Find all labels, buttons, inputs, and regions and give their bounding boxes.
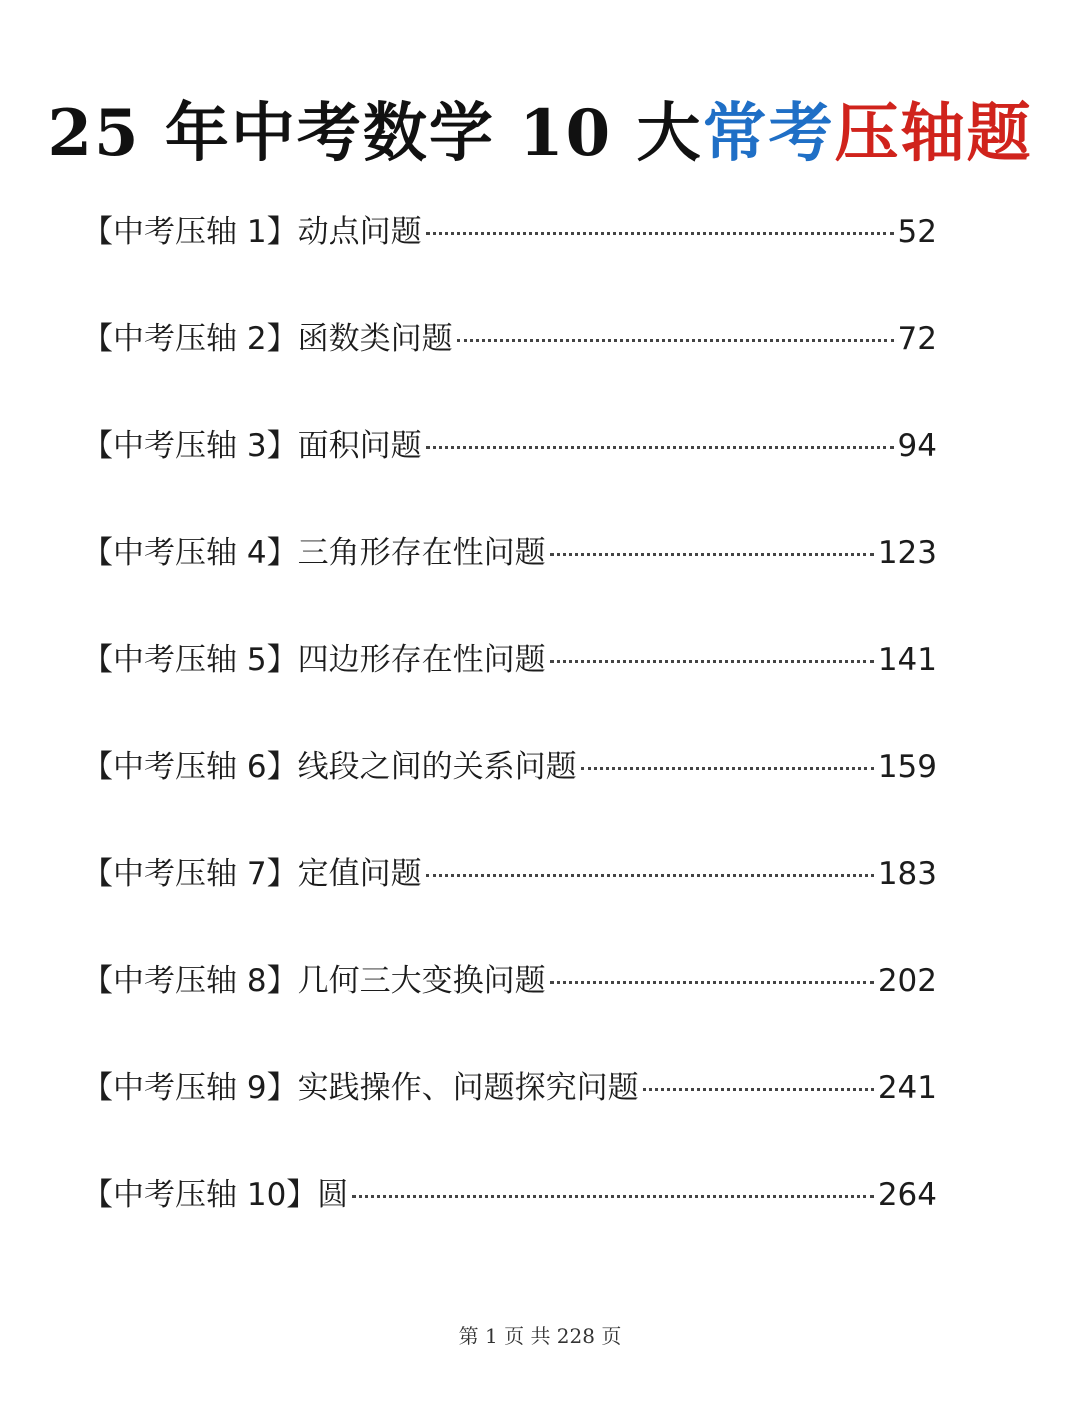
toc-dot-leader	[426, 446, 894, 449]
page-footer: 第 1 页 共 228 页	[458, 1324, 622, 1348]
toc-entry-label: 【中考压轴 10】圆	[82, 1177, 349, 1213]
toc-entry-1[interactable]	[82, 206, 937, 313]
toc-entry-label: 【中考压轴 9】实践操作、问题探究问题	[82, 1070, 639, 1106]
toc-entry-label: 【中考压轴 5】四边形存在性问题	[82, 642, 546, 678]
toc-dot-leader	[426, 874, 874, 877]
toc-entry-label: 【中考压轴 2】函数类问题	[82, 321, 453, 357]
toc-entry-page: 264	[877, 1177, 937, 1213]
toc-entry-page: 94	[897, 428, 937, 464]
toc-dot-leader	[352, 1195, 874, 1198]
toc-entry-6[interactable]	[82, 741, 937, 848]
toc-entry-10[interactable]	[82, 1169, 937, 1276]
toc-dot-leader	[457, 339, 894, 342]
toc-dot-leader	[426, 232, 894, 235]
toc-dot-leader	[550, 553, 874, 556]
toc-entry-page: 123	[877, 535, 937, 571]
toc-entry-label: 【中考压轴 8】几何三大变换问题	[82, 963, 546, 999]
toc-dot-leader	[581, 767, 874, 770]
toc-dot-leader	[643, 1088, 874, 1091]
title-part-black: 25 年中考数学 10 大	[47, 96, 703, 171]
toc-entry-label: 【中考压轴 4】三角形存在性问题	[82, 535, 546, 571]
toc-entry-page: 141	[877, 642, 937, 678]
toc-entry-page: 202	[877, 963, 937, 999]
table-of-contents	[82, 206, 937, 1276]
toc-entry-page: 159	[877, 749, 937, 785]
toc-entry-label: 【中考压轴 6】线段之间的关系问题	[82, 749, 577, 785]
toc-entry-page: 72	[897, 321, 937, 357]
toc-entry-4[interactable]	[82, 527, 937, 634]
document-title	[0, 88, 1080, 180]
toc-entry-9[interactable]	[82, 1062, 937, 1169]
title-part-blue: 常考	[702, 96, 835, 171]
toc-entry-page: 52	[897, 214, 937, 250]
toc-entry-8[interactable]	[82, 955, 937, 1062]
toc-dot-leader	[550, 981, 874, 984]
toc-dot-leader	[550, 660, 874, 663]
toc-entry-page: 183	[877, 856, 937, 892]
title-part-red: 压轴题	[834, 96, 1033, 171]
toc-entry-2[interactable]	[82, 313, 937, 420]
toc-entry-7[interactable]	[82, 848, 937, 955]
toc-entry-label: 【中考压轴 3】面积问题	[82, 428, 422, 464]
toc-entry-label: 【中考压轴 1】动点问题	[82, 214, 422, 250]
toc-entry-label: 【中考压轴 7】定值问题	[82, 856, 422, 892]
toc-entry-5[interactable]	[82, 634, 937, 741]
toc-entry-3[interactable]	[82, 420, 937, 527]
toc-entry-page: 241	[877, 1070, 937, 1106]
